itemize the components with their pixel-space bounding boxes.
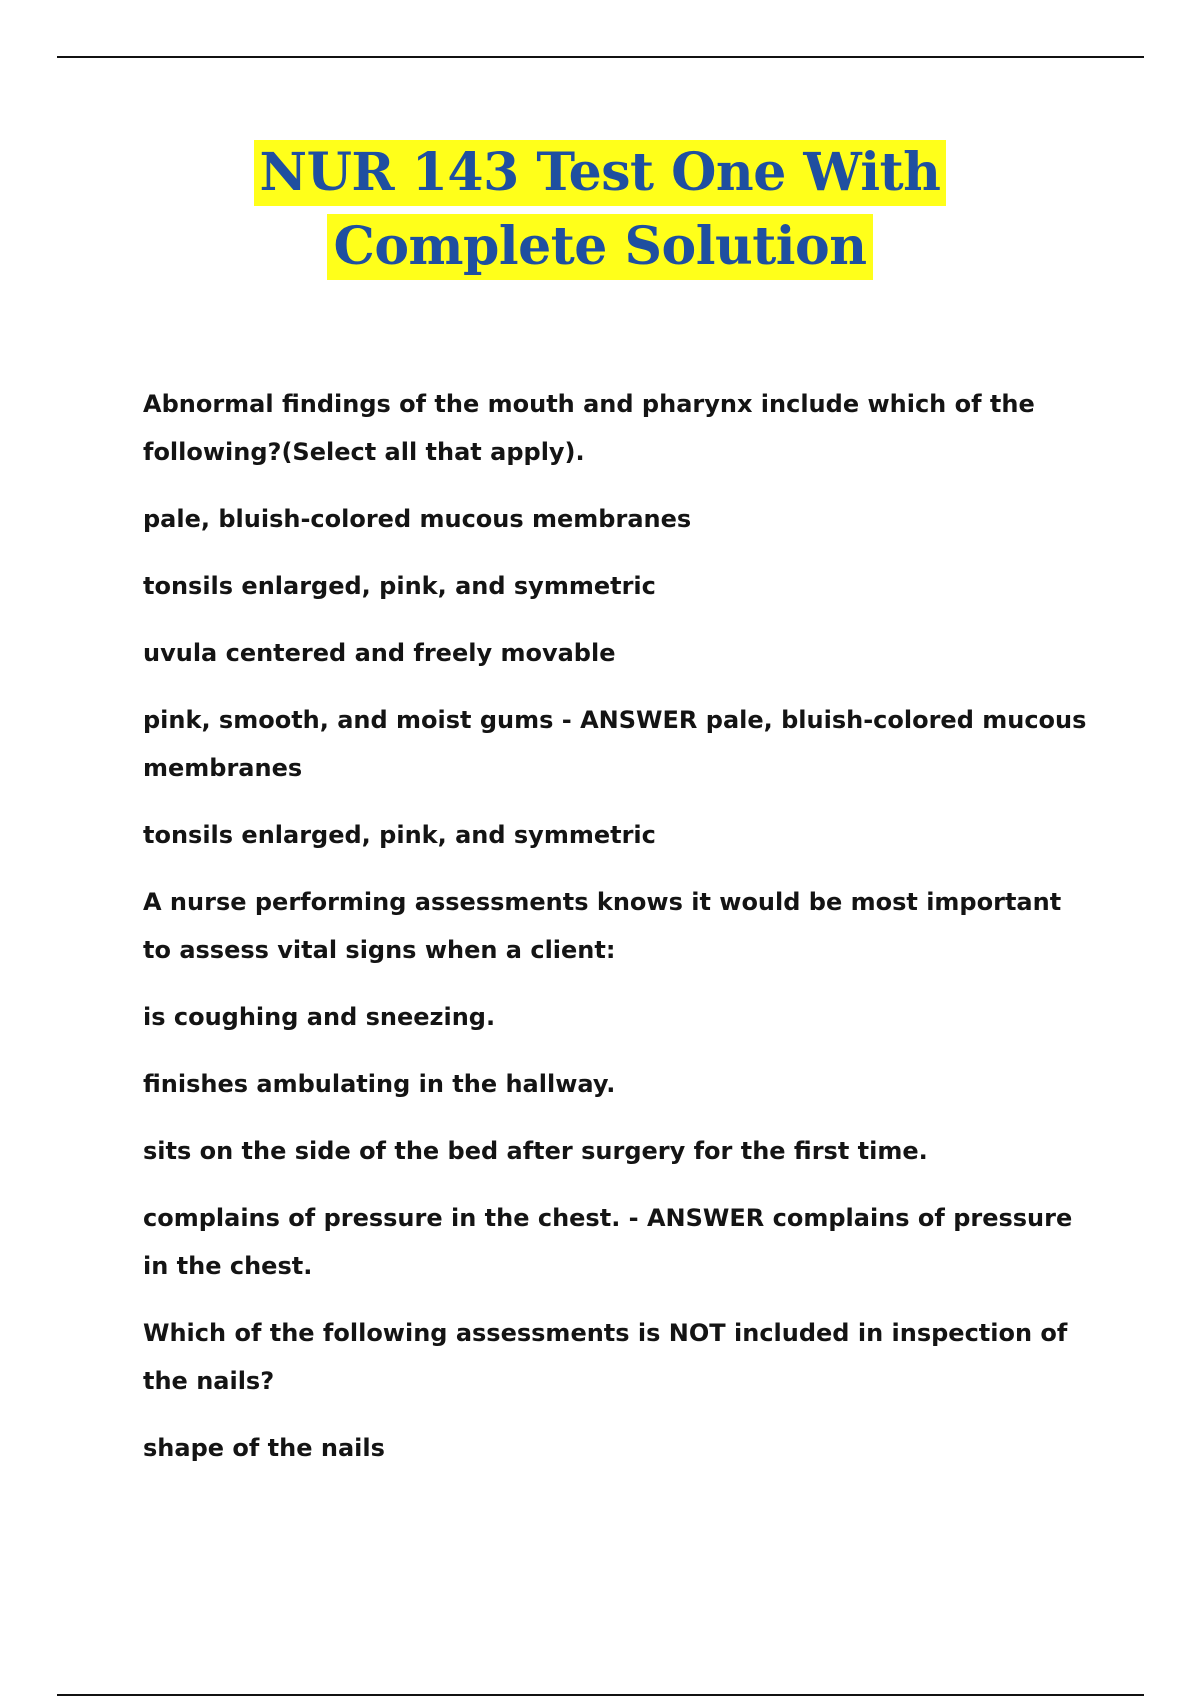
question-2: A nurse performing assessments knows it would be most important to assess vital signs when a client:	[143, 888, 1062, 964]
document-title	[0, 140, 1200, 288]
option-text: shape of the nails	[143, 1434, 385, 1462]
question-1: Abnormal findings of the mouth and pharynx include which of the following?(Select all that apply).	[143, 390, 1035, 466]
title-line-1: NUR 143 Test One With	[254, 140, 947, 206]
option-answer-text: complains of pressure in the chest. - ANSWER complains of pressure in the chest.	[143, 1204, 1073, 1280]
option-text: finishes ambulating in the hallway.	[143, 1070, 616, 1098]
option-text: uvula centered and freely movable	[143, 639, 616, 667]
option-answer-text: pink, smooth, and moist gums - ANSWER pale, bluish-colored mucous membranes	[143, 706, 1087, 782]
title-line-2: Complete Solution	[327, 214, 872, 280]
document-body	[143, 380, 1093, 1491]
option-text: pale, bluish-colored mucous membranes	[143, 505, 692, 533]
option-text: tonsils enlarged, pink, and symmetric	[143, 572, 656, 600]
option-text: is coughing and sneezing.	[143, 1003, 496, 1031]
header-rule	[57, 56, 1144, 58]
question-3: Which of the following assessments is NOT included in inspection of the nails?	[143, 1319, 1068, 1395]
answer-continuation: tonsils enlarged, pink, and symmetric	[143, 821, 656, 849]
option-text: sits on the side of the bed after surgery for the first time.	[143, 1137, 928, 1165]
footer-rule	[57, 1694, 1144, 1696]
